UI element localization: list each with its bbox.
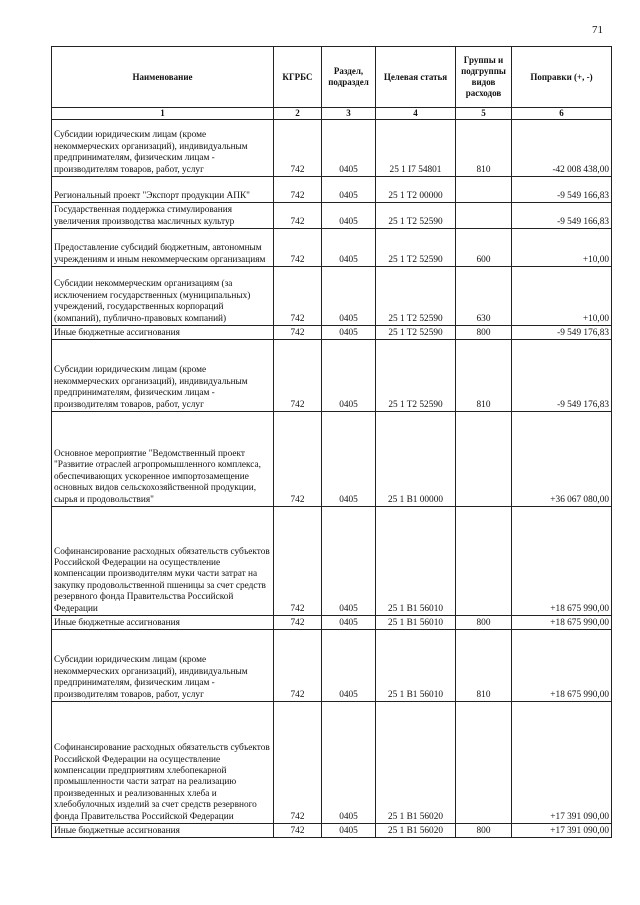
row-amount: -9 549 166,83 xyxy=(512,177,612,203)
row-target: 25 1 T2 52590 xyxy=(376,267,456,326)
row-kgrbs: 742 xyxy=(274,229,322,267)
page-number: 71 xyxy=(592,24,603,36)
row-group: 800 xyxy=(456,326,512,340)
row-group: 800 xyxy=(456,824,512,838)
row-amount: -9 549 166,83 xyxy=(512,203,612,229)
row-target: 25 1 T2 52590 xyxy=(376,340,456,412)
row-kgrbs: 742 xyxy=(274,340,322,412)
row-section: 0405 xyxy=(322,507,376,616)
table-row xyxy=(52,326,612,340)
row-amount: +18 675 990,00 xyxy=(512,507,612,616)
header-groups: Группы и подгруппы видов расходов xyxy=(456,47,512,108)
row-group xyxy=(456,177,512,203)
row-kgrbs: 742 xyxy=(274,203,322,229)
table-row xyxy=(52,630,612,702)
header-section: Раздел, подраздел xyxy=(322,47,376,108)
row-kgrbs: 742 xyxy=(274,507,322,616)
row-name: Субсидии юридическим лицам (кроме некоммерческих организаций), индивидуальным предпринимателям, физическим лицам - производителям товаров, работ, услуг xyxy=(52,120,274,177)
table-row xyxy=(52,412,612,507)
header-amendments: Поправки (+, -) xyxy=(512,47,612,108)
row-section: 0405 xyxy=(322,177,376,203)
row-group: 630 xyxy=(456,267,512,326)
row-kgrbs: 742 xyxy=(274,412,322,507)
row-amount: +17 391 090,00 xyxy=(512,824,612,838)
column-number: 1 xyxy=(52,108,274,120)
row-target: 25 1 B1 56010 xyxy=(376,507,456,616)
row-section: 0405 xyxy=(322,340,376,412)
row-group xyxy=(456,412,512,507)
row-target: 25 1 T2 52590 xyxy=(376,326,456,340)
row-section: 0405 xyxy=(322,229,376,267)
column-number: 3 xyxy=(322,108,376,120)
row-section: 0405 xyxy=(322,824,376,838)
row-section: 0405 xyxy=(322,326,376,340)
table-row xyxy=(52,229,612,267)
table-row xyxy=(52,824,612,838)
column-number: 5 xyxy=(456,108,512,120)
row-name: Софинансирование расходных обязательств субъектов Российской Федерации на осуществление компенсации производителям муки части затрат на закупку продовольственной пшеницы за счет средств резервного фонда Правительства Российской Федерации xyxy=(52,507,274,616)
column-number-row xyxy=(52,108,612,120)
row-group: 810 xyxy=(456,630,512,702)
row-kgrbs: 742 xyxy=(274,120,322,177)
row-target: 25 1 B1 00000 xyxy=(376,412,456,507)
row-kgrbs: 742 xyxy=(274,824,322,838)
row-group: 800 xyxy=(456,616,512,630)
header-kgrbs: КГРБС xyxy=(274,47,322,108)
row-section: 0405 xyxy=(322,630,376,702)
row-amount: +10,00 xyxy=(512,229,612,267)
row-target: 25 1 B1 56010 xyxy=(376,630,456,702)
row-section: 0405 xyxy=(322,203,376,229)
row-section: 0405 xyxy=(322,267,376,326)
row-amount: -9 549 176,83 xyxy=(512,326,612,340)
row-amount: +18 675 990,00 xyxy=(512,630,612,702)
row-kgrbs: 742 xyxy=(274,326,322,340)
row-kgrbs: 742 xyxy=(274,267,322,326)
row-amount: -42 008 438,00 xyxy=(512,120,612,177)
row-group xyxy=(456,702,512,824)
row-name: Субсидии юридическим лицам (кроме некоммерческих организаций), индивидуальным предпринимателям, физическим лицам - производителям товаров, работ, услуг xyxy=(52,340,274,412)
row-target: 25 1 T2 52590 xyxy=(376,229,456,267)
row-name: Иные бюджетные ассигнования xyxy=(52,824,274,838)
table-header-row xyxy=(52,47,612,108)
row-target: 25 1 B1 56010 xyxy=(376,616,456,630)
table-row xyxy=(52,177,612,203)
row-name: Софинансирование расходных обязательств субъектов Российской Федерации на осуществление компенсации предприятиям хлебопекарной промышленности части затрат на реализацию произведенных и реализованных хлеба и хлебобулочных изделий за счет средств резервного фонда Правительства Российской Федерации xyxy=(52,702,274,824)
row-section: 0405 xyxy=(322,616,376,630)
table-row xyxy=(52,616,612,630)
row-name: Иные бюджетные ассигнования xyxy=(52,326,274,340)
row-name: Основное мероприятие "Ведомственный проект "Развитие отраслей агропромышленного комплекса, обеспечивающих ускоренное импортозамещение основных видов сельскохозяйственной продукции, сырья и продовольствия" xyxy=(52,412,274,507)
row-amount: +36 067 080,00 xyxy=(512,412,612,507)
table-row xyxy=(52,203,612,229)
column-number: 4 xyxy=(376,108,456,120)
row-name: Государственная поддержка стимулирования увеличения производства масличных культур xyxy=(52,203,274,229)
column-number: 6 xyxy=(512,108,612,120)
row-kgrbs: 742 xyxy=(274,616,322,630)
row-amount: +10,00 xyxy=(512,267,612,326)
row-target: 25 1 B1 56020 xyxy=(376,824,456,838)
table-row xyxy=(52,267,612,326)
table-row xyxy=(52,507,612,616)
row-group xyxy=(456,203,512,229)
row-group: 810 xyxy=(456,120,512,177)
row-section: 0405 xyxy=(322,412,376,507)
row-name: Субсидии юридическим лицам (кроме некоммерческих организаций), индивидуальным предпринимателям, физическим лицам - производителям товаров, работ, услуг xyxy=(52,630,274,702)
row-target: 25 1 T2 00000 xyxy=(376,177,456,203)
row-target: 25 1 B1 56020 xyxy=(376,702,456,824)
row-group: 600 xyxy=(456,229,512,267)
header-name: Наименование xyxy=(52,47,274,108)
header-target: Целевая статья xyxy=(376,47,456,108)
row-section: 0405 xyxy=(322,702,376,824)
row-kgrbs: 742 xyxy=(274,630,322,702)
row-name: Региональный проект "Экспорт продукции АПК" xyxy=(52,177,274,203)
row-amount: -9 549 176,83 xyxy=(512,340,612,412)
row-kgrbs: 742 xyxy=(274,177,322,203)
column-number: 2 xyxy=(274,108,322,120)
row-group xyxy=(456,507,512,616)
table-row xyxy=(52,120,612,177)
row-amount: +18 675 990,00 xyxy=(512,616,612,630)
row-kgrbs: 742 xyxy=(274,702,322,824)
row-target: 25 1 I7 54801 xyxy=(376,120,456,177)
row-section: 0405 xyxy=(322,120,376,177)
row-group: 810 xyxy=(456,340,512,412)
table-row xyxy=(52,340,612,412)
budget-table xyxy=(51,46,612,838)
row-name: Субсидии некоммерческим организациям (за исключением государственных (муниципальных) учреждений, государственных корпораций (компаний), публично-правовых компаний) xyxy=(52,267,274,326)
table-row xyxy=(52,702,612,824)
row-target: 25 1 T2 52590 xyxy=(376,203,456,229)
row-amount: +17 391 090,00 xyxy=(512,702,612,824)
row-name: Иные бюджетные ассигнования xyxy=(52,616,274,630)
row-name: Предоставление субсидий бюджетным, автономным учреждениям и иным некоммерческим организациям xyxy=(52,229,274,267)
